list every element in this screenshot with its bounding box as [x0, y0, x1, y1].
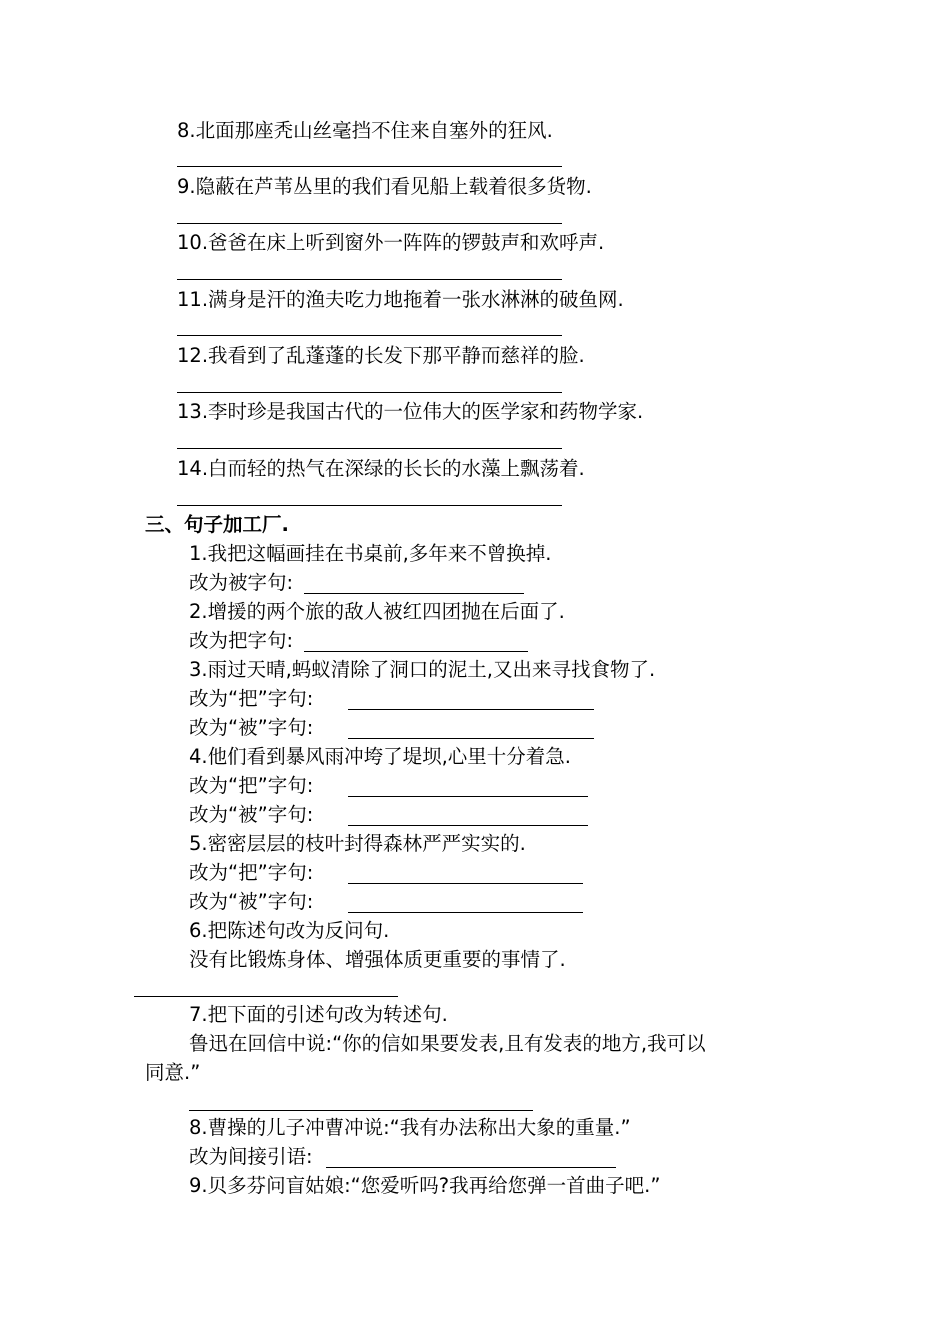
answer-line-q4-ba[interactable] — [348, 796, 588, 797]
answer-line-q5-ba[interactable] — [348, 883, 583, 884]
exercise-item-9: 9.隐蔽在芦苇丛里的我们看见船上载着很多货物. — [177, 175, 592, 198]
answer-line-8[interactable] — [177, 166, 562, 167]
exercise-item-8: 8.北面那座秃山丝毫挡不住来自塞外的狂风. — [177, 119, 553, 142]
answer-line-q8[interactable] — [326, 1167, 616, 1168]
exercise-item-12: 12.我看到了乱蓬蓬的长发下那平静而慈祥的脸. — [177, 344, 585, 367]
question-8: 8.曹操的儿子冲曹冲说:“我有办法称出大象的重量.” — [189, 1116, 631, 1139]
answer-line-12[interactable] — [177, 392, 562, 393]
prompt-q1: 改为被字句: — [189, 571, 294, 594]
exercise-item-10: 10.爸爸在床上听到窗外一阵阵的锣鼓声和欢呼声. — [177, 231, 605, 254]
question-9: 9.贝多芬问盲姑娘:“您爱听吗?我再给您弹一首曲子吧.” — [189, 1174, 661, 1197]
answer-line-q1[interactable] — [304, 593, 524, 594]
exercise-item-11: 11.满身是汗的渔夫吃力地拖着一张水淋淋的破鱼网. — [177, 288, 624, 311]
answer-line-q6[interactable] — [134, 996, 398, 997]
question-3: 3.雨过天晴,蚂蚁清除了洞口的泥土,又出来寻找食物了. — [189, 658, 656, 681]
question-7: 7.把下面的引述句改为转述句. — [189, 1003, 448, 1026]
answer-line-13[interactable] — [177, 448, 562, 449]
question-1: 1.我把这幅画挂在书桌前,多年来不曾换掉. — [189, 542, 552, 565]
prompt-q3-bei: 改为“被”字句: — [189, 716, 314, 739]
question-5: 5.密密层层的枝叶封得森林严严实实的. — [189, 832, 526, 855]
question-4: 4.他们看到暴风雨冲垮了堤坝,心里十分着急. — [189, 745, 572, 768]
exercise-item-13: 13.李时珍是我国古代的一位伟大的医学家和药物学家. — [177, 400, 644, 423]
answer-line-14[interactable] — [177, 505, 562, 506]
prompt-q5-bei: 改为“被”字句: — [189, 890, 314, 913]
section-heading: 三、句子加工厂. — [145, 513, 289, 536]
prompt-q8: 改为间接引语: — [189, 1145, 313, 1168]
exercise-item-14: 14.白而轻的热气在深绿的长长的水藻上飘荡着. — [177, 457, 585, 480]
sentence-q6: 没有比锻炼身体、增强体质更重要的事情了. — [189, 948, 566, 971]
prompt-q4-ba: 改为“把”字句: — [189, 774, 314, 797]
prompt-q3-ba: 改为“把”字句: — [189, 687, 314, 710]
question-2: 2.增援的两个旅的敌人被红四团抛在后面了. — [189, 600, 565, 623]
prompt-q5-ba: 改为“把”字句: — [189, 861, 314, 884]
answer-line-9[interactable] — [177, 223, 562, 224]
answer-line-q4-bei[interactable] — [348, 825, 588, 826]
question-6: 6.把陈述句改为反问句. — [189, 919, 390, 942]
sentence-q7-line1: 鲁迅在回信中说:“你的信如果要发表,且有发表的地方,我可以 — [189, 1032, 706, 1055]
answer-line-q2[interactable] — [304, 651, 528, 652]
answer-line-10[interactable] — [177, 279, 562, 280]
sentence-q7-line2: 同意.” — [145, 1061, 201, 1084]
answer-line-11[interactable] — [177, 335, 562, 336]
prompt-q4-bei: 改为“被”字句: — [189, 803, 314, 826]
answer-line-q3-bei[interactable] — [348, 738, 594, 739]
answer-line-q3-ba[interactable] — [348, 709, 594, 710]
answer-line-q5-bei[interactable] — [348, 912, 583, 913]
prompt-q2: 改为把字句: — [189, 629, 294, 652]
answer-line-q7[interactable] — [189, 1110, 533, 1111]
